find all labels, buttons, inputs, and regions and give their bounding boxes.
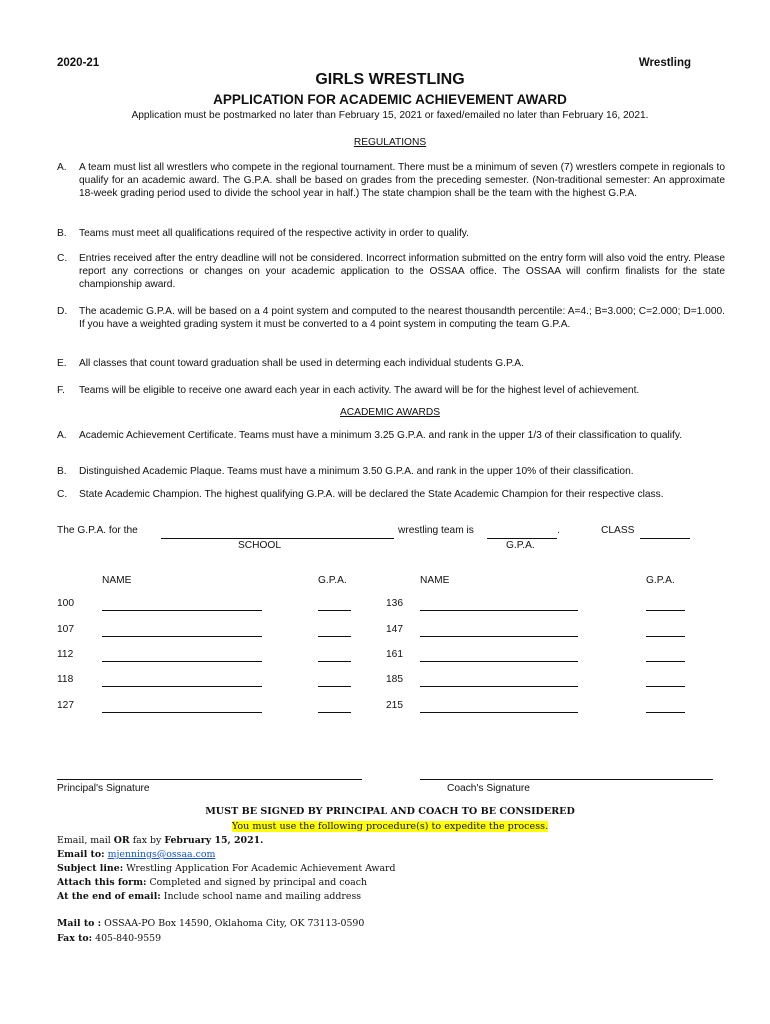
subject-line — [57, 863, 396, 874]
mail-label: Mail to : — [57, 918, 102, 929]
item-letter: A. — [57, 430, 67, 441]
class-label: CLASS — [601, 525, 635, 536]
wrestler-name-field[interactable] — [420, 636, 578, 637]
regulation-item-b — [57, 227, 725, 240]
gpa-caption: G.P.A. — [506, 540, 535, 551]
subject-label: Subject line: — [57, 863, 124, 874]
regulation-item-e — [57, 357, 725, 370]
name-column-header: NAME — [102, 575, 132, 586]
regulations-heading: REGULATIONS — [353, 137, 427, 148]
email-line — [57, 849, 215, 860]
attach-text: Completed and signed by principal and coach — [149, 877, 368, 888]
wrestler-name-field[interactable] — [102, 661, 262, 662]
item-letter: B. — [57, 228, 67, 239]
item-text: The academic G.P.A. will be based on a 4 point system and computed to the nearest thousandth percentile: A=4.; B=3.000; C=2.000; D=1.000. If you have a weighted grading system it must be converted to a 4 point system in computing the team G.P.A. — [79, 306, 725, 330]
coach-signature-field[interactable] — [420, 779, 713, 780]
item-letter: B. — [57, 466, 67, 477]
weight-class: 107 — [57, 624, 74, 635]
subject-text: Wrestling Application For Academic Achievement Award — [126, 863, 396, 874]
wrestler-gpa-field[interactable] — [318, 661, 351, 662]
item-letter: C. — [57, 489, 68, 500]
team-gpa-field[interactable] — [487, 538, 557, 539]
wrestler-gpa-field[interactable] — [646, 636, 685, 637]
regulation-item-f — [57, 384, 725, 397]
fax-line — [57, 933, 161, 944]
method-mid: fax by — [129, 835, 165, 846]
weight-class: 215 — [386, 700, 403, 711]
wrestler-name-field[interactable] — [420, 661, 578, 662]
procedure-notice: You must use the following procedure(s) to expedite the process. — [231, 821, 549, 832]
email-label: Email to: — [57, 849, 105, 860]
class-field[interactable] — [640, 538, 690, 539]
item-letter: F. — [57, 385, 65, 396]
item-text: Entries received after the entry deadline will not be considered. Incorrect information submitted on the entry form will also void the entry. Please report any corrections or changes on your academic application to the OSSAA office. The OSSAA will confirm finalists for the state championship award. — [79, 253, 725, 290]
method-or: OR — [113, 835, 130, 846]
procedure-notice-wrap — [0, 821, 770, 832]
award-item-a — [57, 429, 725, 442]
end-label: At the end of email: — [57, 891, 161, 902]
name-column-header: NAME — [420, 575, 450, 586]
item-text: Teams must meet all qualifications required of the respective activity in order to qualify. — [79, 228, 469, 239]
wrestler-gpa-field[interactable] — [646, 610, 685, 611]
principal-signature-field[interactable] — [57, 779, 362, 780]
award-item-b — [57, 465, 725, 478]
method-date: February 15, 2021. — [164, 835, 264, 846]
regulation-item-c — [57, 252, 725, 291]
wrestler-gpa-field[interactable] — [318, 712, 351, 713]
deadline-notice: Application must be postmarked no later than February 15, 2021 or faxed/emailed no later than February 16, 2021. — [131, 110, 649, 121]
item-text: A team must list all wrestlers who compete in the regional tournament. There must be a minimum of seven (7) wrestlers compete in regionals to qualify for an academic award. The G.P.A. shall be based on grades from the preceding semester. (Non-traditional semester: An approximate 18-week grading period used to divide the school year in half.) The state champion shall be the team with the highest G.P.A. — [79, 162, 725, 199]
wrestler-gpa-field[interactable] — [318, 610, 351, 611]
weight-class: 147 — [386, 624, 403, 635]
fax-label: Fax to: — [57, 933, 93, 944]
item-letter: E. — [57, 358, 67, 369]
weight-class: 118 — [57, 674, 74, 685]
must-sign-notice: MUST BE SIGNED BY PRINCIPAL AND COACH TO BE CONSIDERED — [205, 806, 575, 817]
gpa-middle: wrestling team is — [398, 525, 474, 536]
gpa-suffix: . — [557, 525, 560, 536]
gpa-column-header: G.P.A. — [318, 575, 347, 586]
wrestler-name-field[interactable] — [420, 610, 578, 611]
wrestler-name-field[interactable] — [102, 712, 262, 713]
page-subtitle: APPLICATION FOR ACADEMIC ACHIEVEMENT AWARD — [213, 92, 567, 107]
wrestler-name-field[interactable] — [102, 636, 262, 637]
page-title: GIRLS WRESTLING — [315, 71, 465, 88]
attach-label: Attach this form: — [57, 877, 147, 888]
gpa-column-header: G.P.A. — [646, 575, 675, 586]
weight-class: 112 — [57, 649, 74, 660]
weight-class: 185 — [386, 674, 403, 685]
wrestler-gpa-field[interactable] — [646, 661, 685, 662]
wrestler-name-field[interactable] — [102, 686, 262, 687]
email-link[interactable]: mjennings@ossaa.com — [107, 849, 216, 860]
wrestler-gpa-field[interactable] — [318, 686, 351, 687]
method-pre: Email, mail — [57, 835, 114, 846]
wrestler-gpa-field[interactable] — [646, 686, 685, 687]
regulation-item-d — [57, 305, 725, 331]
mail-line — [57, 918, 364, 929]
mail-address: OSSAA-PO Box 14590, Oklahoma City, OK 73113-0590 — [104, 918, 365, 929]
fax-number: 405-840-9559 — [95, 933, 162, 944]
end-text: Include school name and mailing address — [163, 891, 362, 902]
submission-method — [57, 835, 263, 846]
item-text: Academic Achievement Certificate. Teams must have a minimum 3.25 G.P.A. and rank in the upper 1/3 of their classification to qualify. — [79, 430, 683, 441]
item-letter: D. — [57, 306, 68, 317]
item-letter: A. — [57, 162, 67, 173]
weight-class: 161 — [386, 649, 403, 660]
item-text: All classes that count toward graduation shall be used in determing each individual students G.P.A. — [79, 358, 524, 369]
wrestler-name-field[interactable] — [420, 686, 578, 687]
regulation-item-a — [57, 161, 725, 200]
weight-class: 100 — [57, 598, 74, 609]
coach-signature-label: Coach's Signature — [447, 783, 530, 794]
school-caption: SCHOOL — [238, 540, 282, 551]
school-name-field[interactable] — [161, 538, 394, 539]
wrestler-name-field[interactable] — [102, 610, 262, 611]
gpa-prefix: The G.P.A. for the — [57, 525, 138, 536]
principal-signature-label: Principal's Signature — [57, 783, 150, 794]
item-letter: C. — [57, 253, 68, 264]
wrestler-gpa-field[interactable] — [646, 712, 685, 713]
sport-label: Wrestling — [638, 57, 691, 69]
weight-class: 127 — [57, 700, 74, 711]
attach-line — [57, 877, 367, 888]
item-text: Teams will be eligible to receive one award each year in each activity. The award will be for the highest level of achievement. — [79, 385, 640, 396]
weight-class: 136 — [386, 598, 403, 609]
award-item-c — [57, 488, 725, 501]
end-of-email-line — [57, 891, 361, 902]
wrestler-gpa-field[interactable] — [318, 636, 351, 637]
awards-heading: ACADEMIC AWARDS — [340, 407, 440, 418]
item-text: State Academic Champion. The highest qualifying G.P.A. will be declared the State Academic Champion for their respective class. — [79, 489, 664, 500]
item-text: Distinguished Academic Plaque. Teams must have a minimum 3.50 G.P.A. and rank in the upper 10% of their classification. — [79, 466, 634, 477]
wrestler-name-field[interactable] — [420, 712, 578, 713]
season-label: 2020-21 — [57, 57, 100, 69]
